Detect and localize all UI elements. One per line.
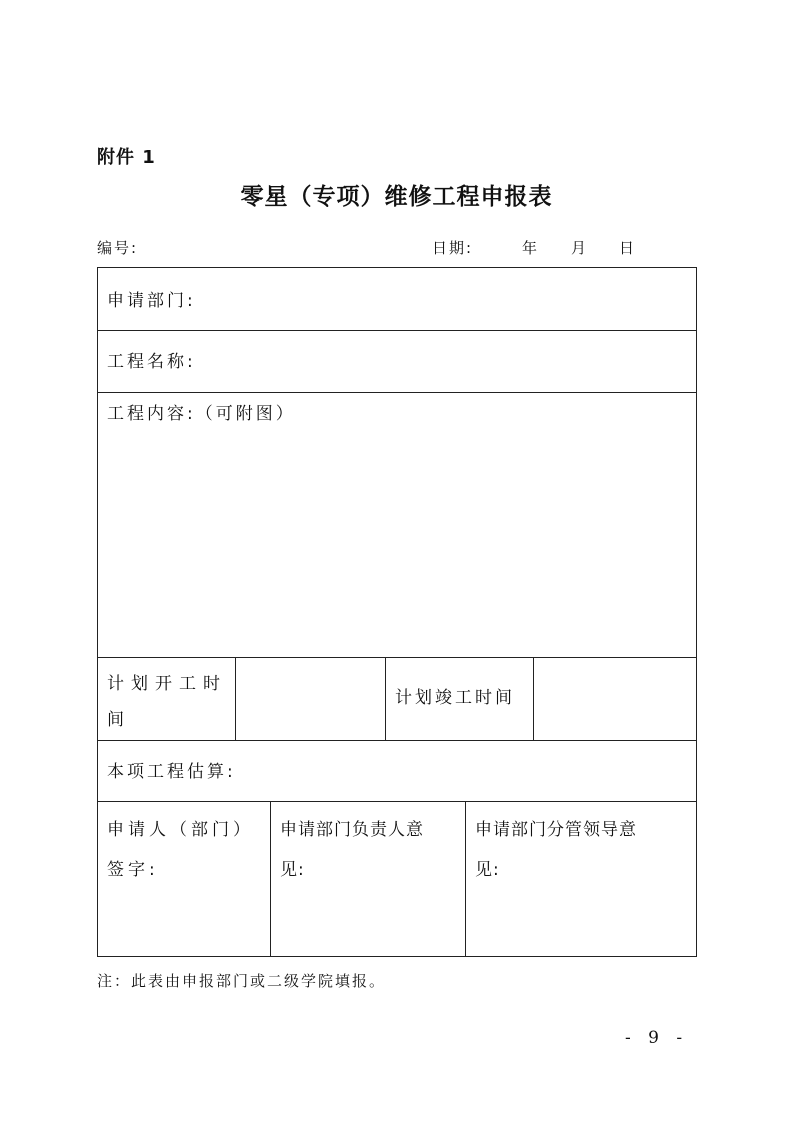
table-column-divider (385, 657, 386, 740)
planned-completion-label: 计划竣工时间 (395, 688, 515, 708)
department-head-opinion-label: 申请部门负责人意见: (280, 820, 424, 880)
month-label: 月 (571, 239, 589, 257)
form-title: 零星（专项）维修工程申报表 (240, 183, 553, 210)
table-column-divider (235, 657, 236, 740)
table-row-divider (98, 740, 696, 741)
table-row-divider (98, 657, 696, 658)
applying-department-label: 申请部门: (107, 291, 196, 311)
year-label: 年 (522, 239, 540, 257)
table-column-divider (533, 657, 534, 740)
table-row-divider (98, 392, 696, 393)
table-row-divider (98, 801, 696, 802)
project-name-label: 工程名称: (107, 352, 196, 372)
form-note: 注：此表由申报部门或二级学院填报。 (97, 972, 387, 990)
planned-start-label: 计划开工时间 (107, 674, 227, 730)
cost-estimate-label: 本项工程估算: (107, 762, 236, 782)
table-column-divider (270, 801, 271, 957)
page-number: - 9 - (625, 1028, 689, 1048)
applicant-signature-label: 申请人（部门）签字: (107, 820, 254, 880)
table-row-divider (98, 330, 696, 331)
day-label: 日 (619, 239, 637, 257)
application-form-table (97, 267, 697, 957)
number-label: 编号: (97, 239, 139, 257)
attachment-label: 附件 1 (97, 147, 156, 168)
project-content-label: 工程内容:（可附图） (107, 404, 296, 424)
table-column-divider (465, 801, 466, 957)
department-leader-opinion-label: 申请部门分管领导意见: (475, 820, 637, 880)
date-label: 日期: (432, 239, 474, 257)
